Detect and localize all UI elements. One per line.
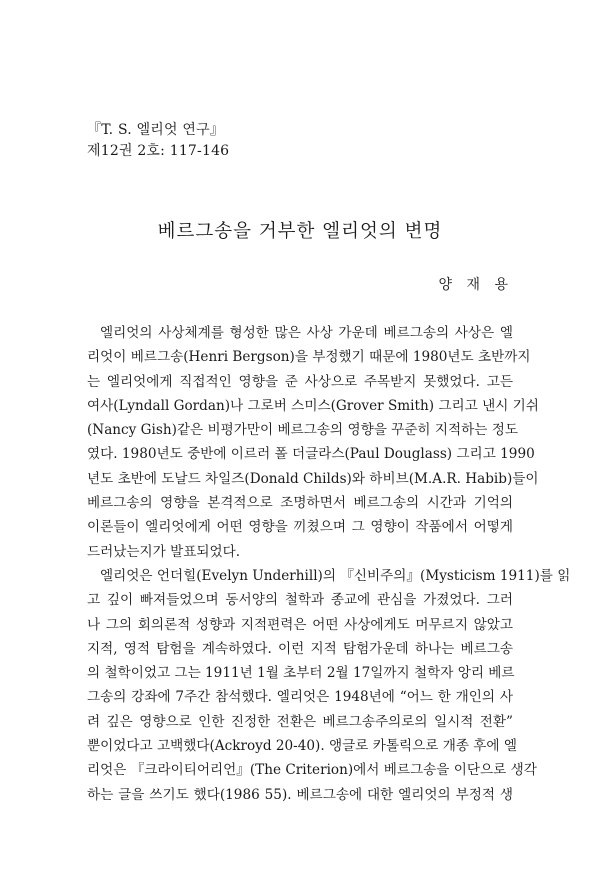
text-line: 려 깊은 영향으로 인한 진정한 전환은 베르그송주의로의 일시적 전환”	[87, 713, 513, 730]
text-line: 여사(Lyndall Gordan)나 그로버 스미스(Grover Smith) 그리고 낸시 기쉬	[87, 397, 539, 414]
text-line: 리엇이 베르그송(Henri Bergson)을 부정했기 때문에 1980년도 초반까지	[87, 349, 531, 366]
text-line: 의 철학이었고 그는 1911년 1월 초부터 2월 17일까지 철학자 앙리 베르	[87, 665, 515, 682]
text-line: 년도 초반에 도날드 차일즈(Donald Childs)와 하비브(M.A.R. Habib)들이	[87, 470, 539, 487]
text-line: 하는 글을 쓰기도 했다(1986 55). 베르그송에 대한 엘리엇의 부정적 생	[87, 786, 513, 803]
journal-issue: 제12권 2호: 117-146	[87, 143, 230, 159]
text-line: 나 그의 회의론적 성향과 지적편력은 어떤 사상에게도 머무르지 않았고	[87, 616, 513, 633]
journal-name: 『T. S. 엘리엇 연구』	[87, 122, 225, 138]
text-line: 베르그송의 영향을 본격적으로 조명하면서 베르그송의 시간과 기억의	[87, 495, 513, 512]
text-line: 고 깊이 빠져들었으며 동서양의 철학과 종교에 관심을 가졌었다. 그러	[87, 592, 513, 609]
article-title: 베르그송을 거부한 엘리엇의 변명	[157, 221, 443, 242]
text-line: 엘리엇은 언더힐(Evelyn Underhill)의 『신비주의』(Mysticism 1911)를 읽	[100, 567, 571, 584]
text-line: 였다. 1980년도 중반에 이르러 폴 더글라스(Paul Douglass) 그리고 1990	[87, 446, 535, 463]
paragraph	[87, 564, 571, 807]
text-line: (Nancy Gish)같은 비평가만이 베르그송의 영향을 꾸준히 지적하는 정도	[87, 422, 518, 439]
article-body	[87, 321, 571, 807]
text-line: 지적, 영적 탐험을 계속하였다. 이런 지적 탐험가운데 하나는 베르그송	[87, 640, 513, 657]
text-line: 이론들이 엘리엇에게 어떤 영향을 끼쳤으며 그 영향이 작품에서 어떻게	[87, 519, 513, 536]
text-line: 드러났는지가 발표되었다.	[87, 543, 241, 560]
text-line: 뿐이었다고 고백했다(Ackroyd 20-40). 앵글로 카톨릭으로 개종 후에 엘	[87, 738, 517, 755]
text-line: 는 엘리엇에게 직접적인 영향을 준 사상으로 주목받지 못했었다. 고든	[87, 373, 513, 390]
paragraph	[87, 321, 539, 564]
text-line: 그송의 강좌에 7주간 참석했다. 엘리엇은 1948년에 “어느 한 개인의 사	[87, 689, 513, 706]
article-author: 양 재 용	[438, 277, 513, 293]
text-line: 리엇은 『크라이티어리언』(The Criterion)에서 베르그송을 이단으로 생각	[87, 762, 537, 779]
journal-header	[87, 120, 229, 162]
text-line: 엘리엇의 사상체계를 형성한 많은 사상 가운데 베르그송의 사상은 엘	[100, 325, 513, 341]
